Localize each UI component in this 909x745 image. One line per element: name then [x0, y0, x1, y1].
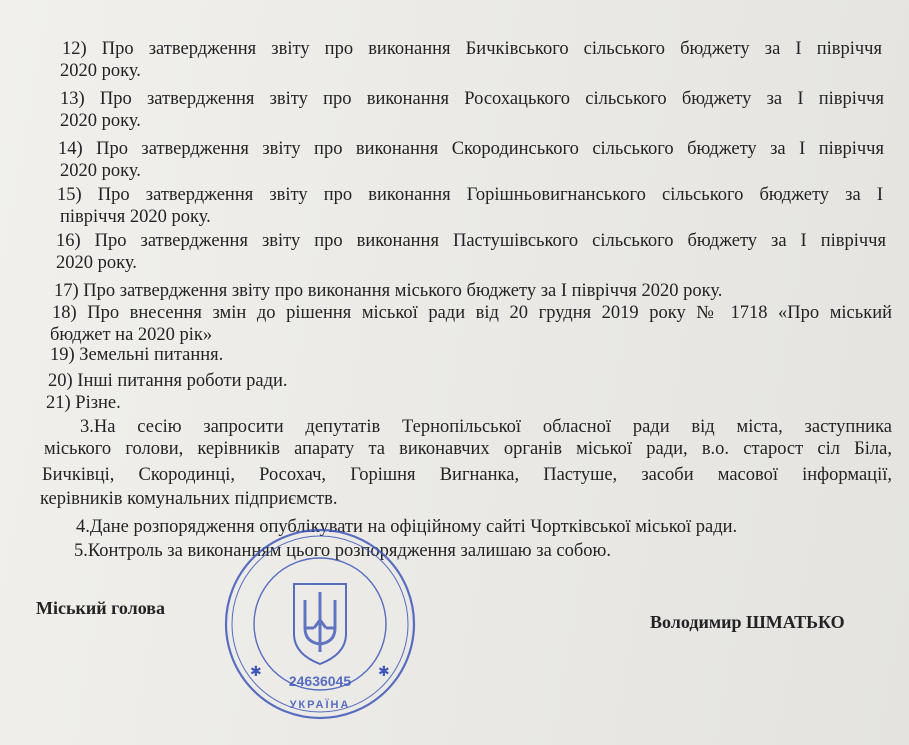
official-stamp — [222, 526, 418, 722]
paragraph-4: 4.Дане розпорядження опублікувати на офіційному сайті Чортківської міської ради. — [76, 517, 738, 537]
item-18-cont: бюджет на 2020 рік» — [50, 325, 213, 345]
stamp-code: 24636045 — [288, 673, 352, 689]
item-18: 18) Про внесення змін до рішення міської ради від 20 грудня 2019 року № 1718 «Про міський — [52, 303, 892, 323]
item-15-cont: півріччя 2020 року. — [60, 207, 211, 227]
signature-position: Міський голова — [36, 598, 165, 618]
item-15: 15) Про затвердження звіту про виконання Горішньовигнанського сільського бюджету за І — [57, 185, 883, 205]
item-14: 14) Про затвердження звіту про виконання Скородинського сільського бюджету за І півріччя — [58, 139, 884, 159]
item-16-cont: 2020 року. — [56, 253, 137, 273]
star-icon: ✱ — [250, 665, 262, 680]
signature-name: Володимир ШМАТЬКО — [650, 612, 845, 632]
stamp-country: УКРАЇНА — [289, 699, 351, 711]
paragraph-3: 3.На сесію запросити депутатів Тернопільської обласної ради від міста, заступника — [80, 417, 892, 437]
item-14-cont: 2020 року. — [60, 161, 141, 181]
item-12: 12) Про затвердження звіту про виконання Бичківського сільського бюджету за І півріччя — [62, 39, 882, 59]
item-20: 20) Інші питання роботи ради. — [48, 371, 288, 391]
paragraph-3-line-3: Бичківці, Скородинці, Росохач, Горішня Вигнанка, Пастуше, засоби масової інформації, — [42, 465, 892, 485]
item-13: 13) Про затвердження звіту про виконання Росохацького сільського бюджету за І півріччя — [60, 89, 884, 109]
star-icon: ✱ — [378, 665, 390, 680]
paragraph-3-line-2: міського голови, керівників апарату та виконавчих органів міської ради, в.о. старост сіл Біла, — [44, 439, 892, 459]
trident-icon — [294, 584, 346, 664]
item-17: 17) Про затвердження звіту про виконання міського бюджету за І півріччя 2020 року. — [54, 281, 723, 301]
item-21: 21) Різне. — [46, 393, 121, 413]
item-19: 19) Земельні питання. — [50, 345, 224, 365]
paragraph-3-line-4: керівників комунальних підприємств. — [40, 489, 338, 509]
item-16: 16) Про затвердження звіту про виконання Пастушівського сільського бюджету за І півріччя — [56, 231, 886, 251]
item-13-cont: 2020 року. — [60, 111, 141, 131]
item-12-cont: 2020 року. — [60, 61, 141, 81]
paragraph-5: 5.Контроль за виконанням цього розпорядження залишаю за собою. — [74, 541, 611, 561]
